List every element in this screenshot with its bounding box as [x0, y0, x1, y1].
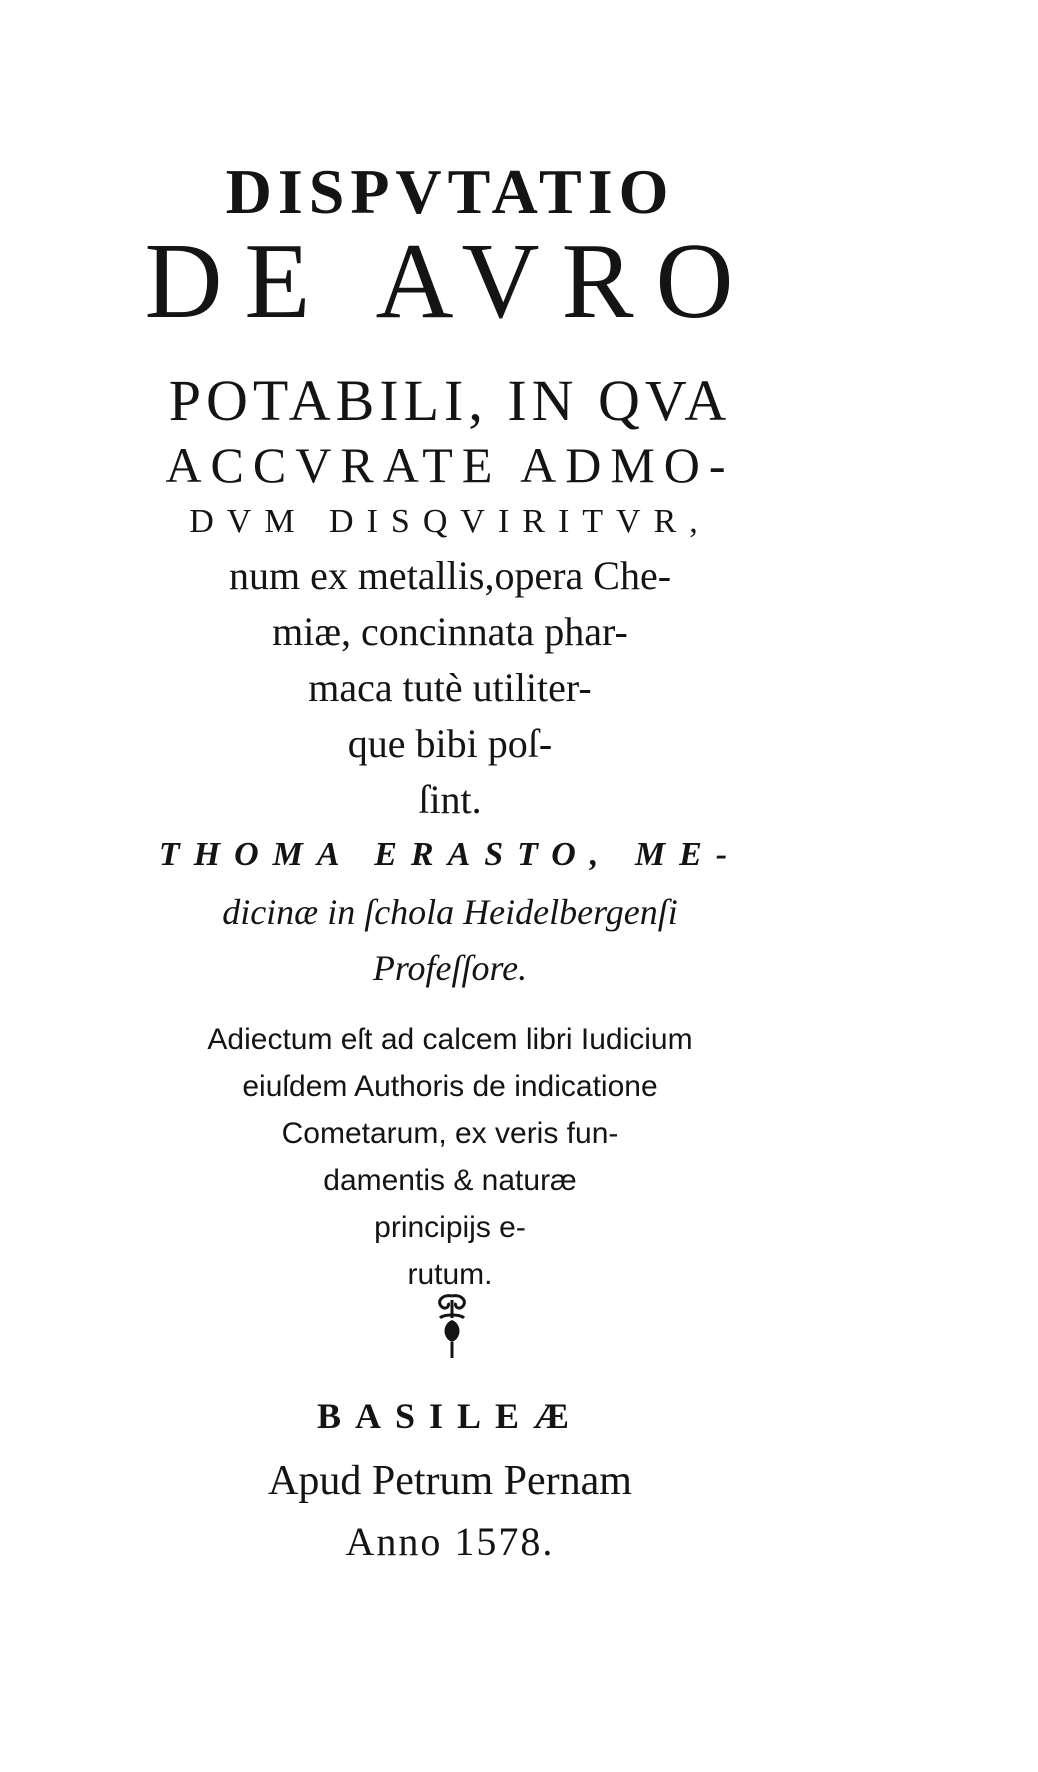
appendix-line-4: damentis & naturæ [323, 1164, 577, 1197]
title-line-2: DE AVRO [144, 222, 756, 341]
appendix-line-6: rutum. [407, 1258, 493, 1291]
floral-ornament-icon [430, 1292, 474, 1364]
title-line-8: maca tutè utiliter- [308, 665, 592, 710]
imprint-year: Anno 1578. [345, 1519, 555, 1564]
appendix-line-3: Cometarum, ex veris fun- [281, 1117, 619, 1150]
author-line-1: THOMA ERASTO, ME- [158, 836, 742, 873]
title-line-5: DVM DISQVIRITVR, [189, 503, 711, 540]
appendix-line-1: Adiectum eſt ad calcem libri Iudicium [207, 1023, 693, 1056]
author-line-3: Profeſſore. [372, 948, 528, 988]
title-line-9: que bibi poſ- [347, 721, 553, 766]
imprint-place: BASILEÆ [316, 1396, 584, 1436]
appendix-line-2: eiuſdem Authoris de indicatione [242, 1070, 658, 1103]
title-line-6: num ex metallis,opera Che- [228, 553, 672, 598]
author-line-2: dicinæ in ſchola Heidelbergenſi [222, 892, 678, 932]
title-line-4: ACCVRATE ADMO- [165, 437, 735, 493]
appendix-line-5: principijs e- [374, 1211, 526, 1244]
imprint-printer: Apud Petrum Pernam [268, 1458, 632, 1504]
title-line-1: DISPVTATIO [225, 156, 675, 227]
title-line-10: ſint. [418, 777, 482, 822]
title-line-3: POTABILI, IN QVA [168, 368, 732, 433]
title-line-7: miæ, concinnata phar- [272, 609, 628, 654]
